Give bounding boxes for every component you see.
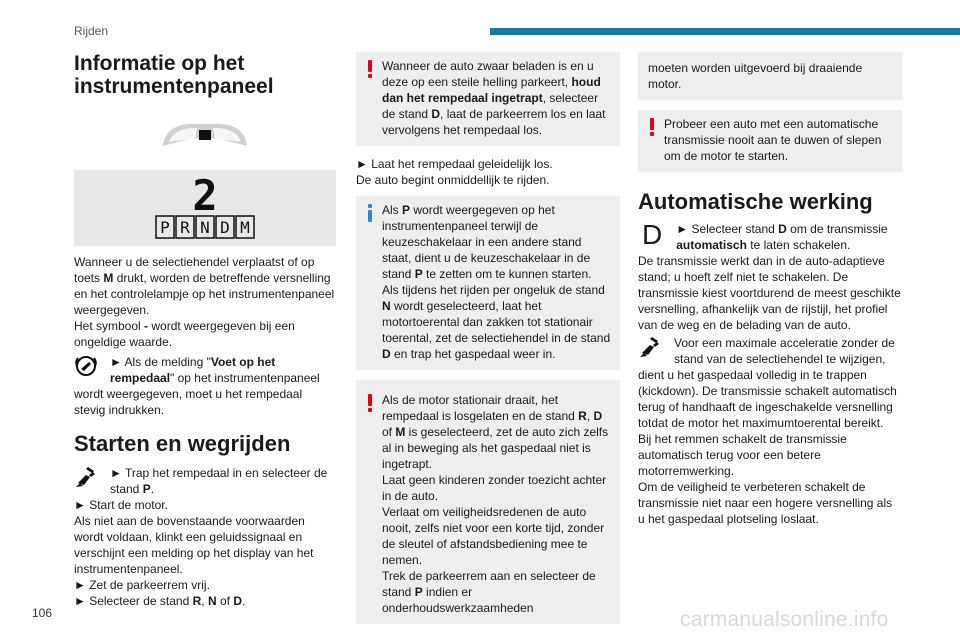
gear-letter-r: R <box>180 218 190 237</box>
warning-exclamation-icon <box>646 116 658 164</box>
car-drives-text: De auto begint onmiddellijk te rijden. <box>356 173 550 187</box>
auto-adaptive-paragraph: De transmissie werkt dan in de auto-adaptieve stand; u hoeft zelf niet te schakelen. De transmissie kiest voortdurend de meest geschikte versnelling, afhankelijk van de rijstijl, het profiel van de weg en de belading van de auto. <box>638 254 901 332</box>
gear-indicator <box>74 170 336 246</box>
safety-paragraph: Om de veiligheid te verbeteren schakelt de transmissie niet naar een hogere versnelling als u het gaspedaal plotseling loslaat. <box>638 480 893 526</box>
foot-brake-warning-icon <box>74 354 102 378</box>
column-1 <box>74 52 336 609</box>
section-title-instrument-panel: Informatie op het instrumentenpaneel <box>74 52 274 98</box>
gear-display-panel <box>74 170 336 246</box>
column-2 <box>356 52 620 624</box>
gear-letters <box>156 216 254 238</box>
column-3 <box>638 52 902 527</box>
foot-on-pedal-icon <box>638 335 666 359</box>
start-steps: ► Trap het rempedaal in en selecteer de stand P. ► Start de motor. Als niet aan de bovenstaande voorwaarden wordt voldaan, klinkt een geluidssignaal en verschijnt een melding op het display van het instrumentenpaneel. ► Zet de parkeerrem vrij. ► Selecteer de stand R, N of D. <box>74 466 328 608</box>
warning-exclamation-icon <box>364 392 376 616</box>
gear-display-paragraph: Wanneer u de selectiehendel verplaatst of op toets M drukt, worden de betreffende versnelling en het controlelampje op het instrumentenpaneel weergegeven. Het symbool - wordt weergegeven bij een ongeldige waarde. <box>74 255 335 349</box>
foot-on-pedal-icon <box>74 465 102 489</box>
instrument-cluster-illustration <box>74 112 336 160</box>
automatic-step: D ► Selecteer stand D om de transmissie automatisch te laten schakelen. <box>642 219 888 252</box>
engine-braking-paragraph: Bij het remmen schakelt de transmissie automatisch terug voor een betere motorremwerking. <box>638 432 847 478</box>
section-header: Rijden <box>74 24 109 38</box>
warning-note-push-start: Probeer een auto met een automatische transmissie nooit aan te duwen of slepen om de motor te starten. <box>638 110 902 172</box>
gear-letter-p: P <box>160 218 170 237</box>
watermark: carmanualsonline.info <box>680 608 889 631</box>
info-icon <box>364 202 376 362</box>
section-title-automatic: Automatische werking <box>638 189 873 214</box>
header-accent-bar <box>490 28 960 35</box>
gear-letter-m: M <box>240 218 250 237</box>
warning-exclamation-icon <box>364 58 376 138</box>
info-note-gear: Als P wordt weergegeven op het instrumentenpaneel terwijl de keuzeschakelaar in een andere stand staat, dient u de keuzeschakelaar in de stand P te zetten om te kunnen starten. Als tijdens het rijden per ongeluk de stand N wordt geselecteerd, laat het motortoerental dan zakken tot stationair toerental, zet de selectiehendel in de stand D en trap het gaspedaal weer in. <box>356 196 620 370</box>
drive-mode-letter: D <box>642 219 663 250</box>
brake-message-note: ► Als de melding "Voet op het rempedaal" op het instrumentenpaneel wordt weergegeven, moet u het rempedaal stevig indrukken. <box>74 355 320 417</box>
release-brake-step: ► Laat het rempedaal geleidelijk los. <box>356 157 553 171</box>
warning-note-slope: Wanneer de auto zwaar beladen is en u deze op een steile helling parkeert, houd dan het rempedaal ingetrapt, selecteer de stand D, laat de parkeerrem los en laat vervolgens het rempedaal los. <box>356 52 620 146</box>
page-number: 106 <box>32 606 53 620</box>
warning-note-continued: moeten worden uitgevoerd bij draaiende motor. <box>638 52 902 100</box>
warning-note-idle: Als de motor stationair draait, het rempedaal is losgelaten en de stand R, D of M is geselecteerd, zet de auto zich zelfs al in beweging als het gaspedaal niet is ingetrapt. Laat geen kinderen zonder toezicht achter in de auto. Verlaat om veiligheidsredenen de auto nooit, zelfs niet voor een korte tijd, zonder de sleutel of afstandsbediening mee te nemen. Trek de parkeerrem aan en selecteer de stand P indien er onderhoudswerkzaamheden <box>356 380 620 624</box>
kickdown-note: Voor een maximale acceleratie zonder de stand van de selectiehendel te wijzigen, dient u het gaspedaal volledig in te trappen (kickdown). De transmissie schakelt automatisch terug of handhaaft de ingeschakelde versnelling totdat de motor het maximumtoerental bereikt. <box>638 336 897 430</box>
current-gear-digit: 2 <box>192 171 218 220</box>
gear-letter-d: D <box>220 218 230 237</box>
dashboard-icon <box>159 116 251 156</box>
section-title-starting: Starten en wegrijden <box>74 431 291 456</box>
gear-letter-n: N <box>200 218 210 237</box>
